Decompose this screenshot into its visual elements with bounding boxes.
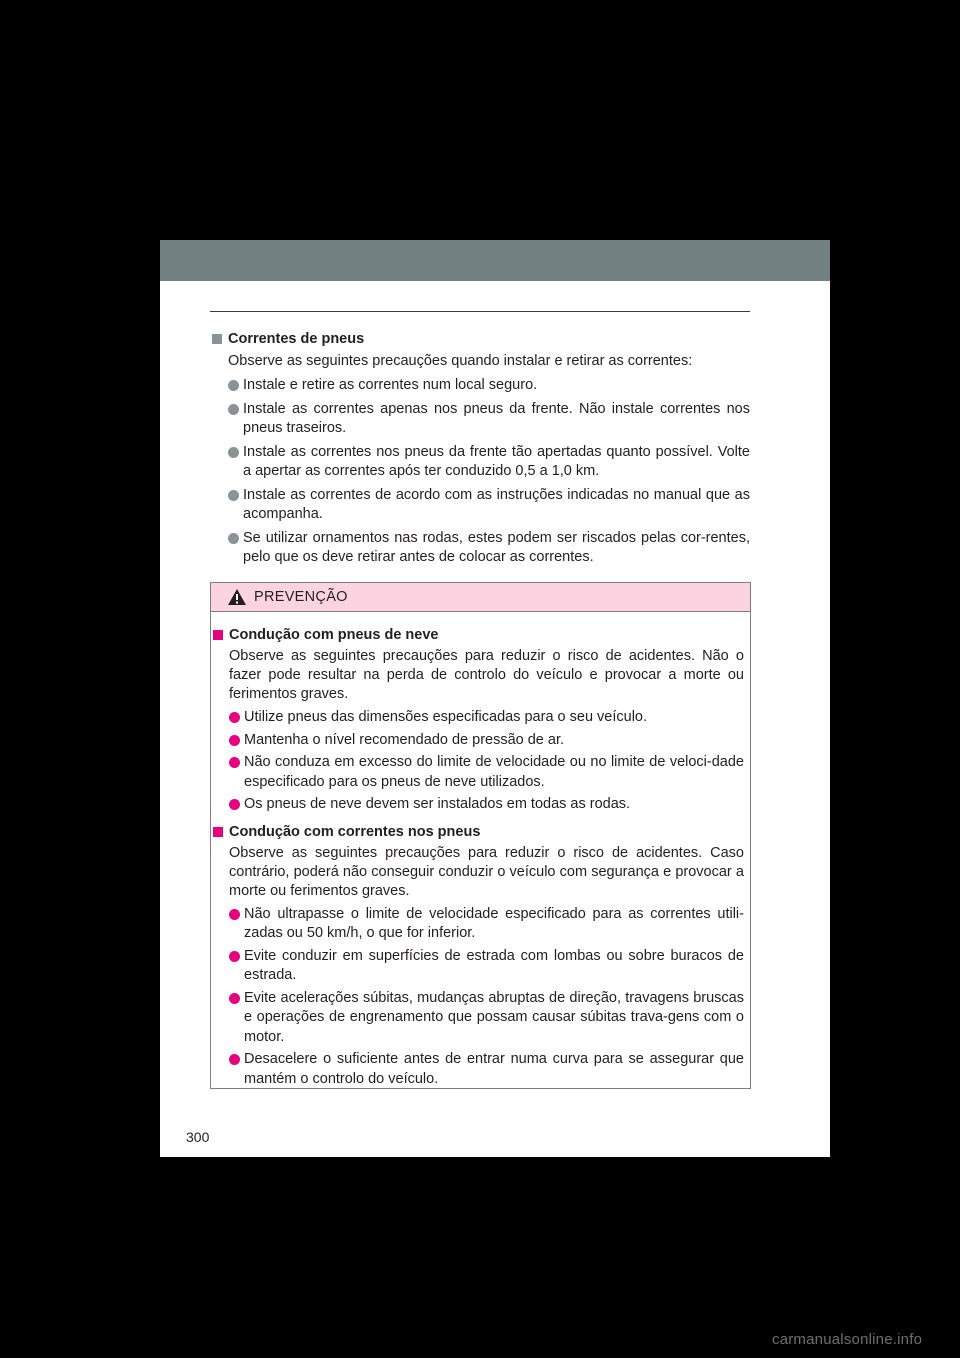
list-item: Evite conduzir em superfícies de estrada com lombas ou sobre buracos de estrada. [213,947,744,986]
list-item: Se utilizar ornamentos nas rodas, estes podem ser riscados pelas cor-rentes, pelo que os deve retirar antes de colocar as correntes. [212,529,750,568]
page-number: 300 [186,1129,210,1145]
section-title: Correntes de pneus [212,330,750,349]
warning-section-intro: Observe as seguintes precauções para reduzir o risco de acidentes. Caso contrário, poderá não conseguir conduzir o veículo com segurança e provocar a morte ou ferimentos graves. [229,844,744,899]
circle-bullet-icon [228,533,239,544]
list-item: Instale as correntes nos pneus da frente tão apertadas quanto possível. Volte a apertar as correntes após ter conduzido 0,5 a 1,0 km. [212,443,750,482]
circle-bullet-icon [229,1054,240,1065]
warning-triangle-icon [227,588,247,606]
warning-section-title: Condução com correntes nos pneus [213,823,744,842]
warning-section-title: Condução com pneus de neve [213,626,744,645]
warning-header [211,583,750,612]
warning-label: PREVENÇÃO [254,589,348,605]
list-item: Evite acelerações súbitas, mudanças abruptas de direção, travagens bruscas e operações de engrenamento que possam causar súbitas trava-gens com o motor. [213,989,744,1048]
square-bullet-icon [213,630,223,640]
watermark-link[interactable]: carmanualsonline.info [772,1331,923,1348]
circle-bullet-icon [229,757,240,768]
circle-bullet-icon [229,735,240,746]
header-bar [160,240,830,281]
header-rule [210,311,750,312]
circle-bullet-icon [229,993,240,1004]
list-item: Instale as correntes de acordo com as instruções indicadas no manual que as acompanha. [212,486,750,525]
list-item: Utilize pneus das dimensões especificadas para o seu veículo. [213,708,744,728]
circle-bullet-icon [228,380,239,391]
circle-bullet-icon [229,712,240,723]
square-bullet-icon [213,827,223,837]
list-item: Não ultrapasse o limite de velocidade especificado para as correntes utili-zadas ou 50 km/h, o que for inferior. [213,905,744,944]
warning-body [213,626,744,1092]
warning-section-intro: Observe as seguintes precauções para reduzir o risco de acidentes. Não o fazer pode resultar na perda de controlo do veículo e provocar a morte ou ferimentos graves. [229,648,744,702]
list-item: Mantenha o nível recomendado de pressão de ar. [213,731,744,751]
square-bullet-icon [212,334,222,344]
circle-bullet-icon [228,447,239,458]
circle-bullet-icon [228,404,239,415]
circle-bullet-icon [229,799,240,810]
circle-bullet-icon [228,490,239,501]
list-item: Instale e retire as correntes num local seguro. [212,376,750,396]
list-item: Não conduza em excesso do limite de velocidade ou no limite de veloci-dade especificado para os pneus de neve utilizados. [213,753,744,792]
section-intro: Observe as seguintes precauções quando instalar e retirar as correntes: [228,353,693,369]
list-item: Instale as correntes apenas nos pneus da frente. Não instale correntes nos pneus traseiros. [212,400,750,439]
list-item: Os pneus de neve devem ser instalados em todas as rodas. [213,795,744,815]
circle-bullet-icon [229,951,240,962]
tire-chains-section [212,330,750,572]
manual-page [160,240,830,1157]
warning-box [210,582,751,1089]
circle-bullet-icon [229,909,240,920]
list-item: Desacelere o suficiente antes de entrar numa curva para se assegurar que mantém o controlo do veículo. [213,1050,744,1089]
